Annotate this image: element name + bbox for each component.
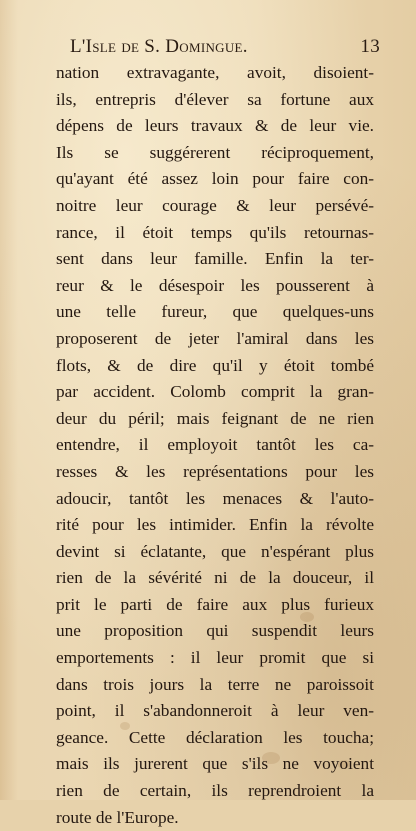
text-line: flots, & de dire qu'il y étoit tombé xyxy=(56,355,374,375)
text-line: une proposition qui suspendit leurs xyxy=(56,621,374,641)
text-line: par accident. Colomb comprit la gran- xyxy=(56,382,374,402)
text-line: Ils se suggérerent réciproquement, xyxy=(56,142,374,162)
text-line: prit le parti de faire aux plus furieux xyxy=(56,594,374,614)
text-line: dépens de leurs travaux & de leur vie. xyxy=(56,116,374,136)
text-line: sent dans leur famille. Enfin la ter- xyxy=(56,249,374,269)
text-line: rité pour les intimider. Enfin la révolte xyxy=(56,515,374,535)
running-header xyxy=(70,36,380,62)
text-line: rien de certain, ils reprendroient la xyxy=(56,781,374,801)
text-line: emportements : il leur promit que si xyxy=(56,648,374,668)
text-line: rien de la sévérité ni de la douceur, il xyxy=(56,568,374,588)
text-line: reur & le désespoir les pousserent à xyxy=(56,275,374,295)
text-line: une telle fureur, que quelques-uns xyxy=(56,302,374,322)
text-line: resses & les représentations pour les xyxy=(56,461,374,481)
body-text xyxy=(56,60,374,831)
text-line: ils, entrepris d'élever sa fortune aux xyxy=(56,89,374,109)
text-line: point, il s'abandonneroit à leur ven- xyxy=(56,701,374,721)
text-line: adoucir, tantôt les menaces & l'auto- xyxy=(56,488,374,508)
text-line: devint si éclatante, que n'espérant plus xyxy=(56,541,374,561)
text-line: route de l'Europe. xyxy=(56,807,179,827)
text-line: mais ils jurerent que s'ils ne voyoient xyxy=(56,754,374,774)
text-line: rance, il étoit temps qu'ils retournas- xyxy=(56,222,374,242)
running-title: L'Isle de S. Domingue. xyxy=(70,36,248,57)
text-line: deur du péril; mais feignant de ne rien xyxy=(56,408,374,428)
text-line: nation extravagante, avoit, disoient- xyxy=(56,63,374,82)
page-number: 13 xyxy=(360,36,380,57)
text-line: qu'ayant été assez loin pour faire con- xyxy=(56,169,374,189)
text-line: proposerent de jeter l'amiral dans les xyxy=(56,328,374,348)
text-line: dans trois jours la terre ne paroissoit xyxy=(56,674,374,694)
text-line: noitre leur courage & leur persévé- xyxy=(56,195,374,215)
text-line: geance. Cette déclaration les toucha; xyxy=(56,727,374,747)
text-line: entendre, il employoit tantôt les ca- xyxy=(56,435,374,455)
